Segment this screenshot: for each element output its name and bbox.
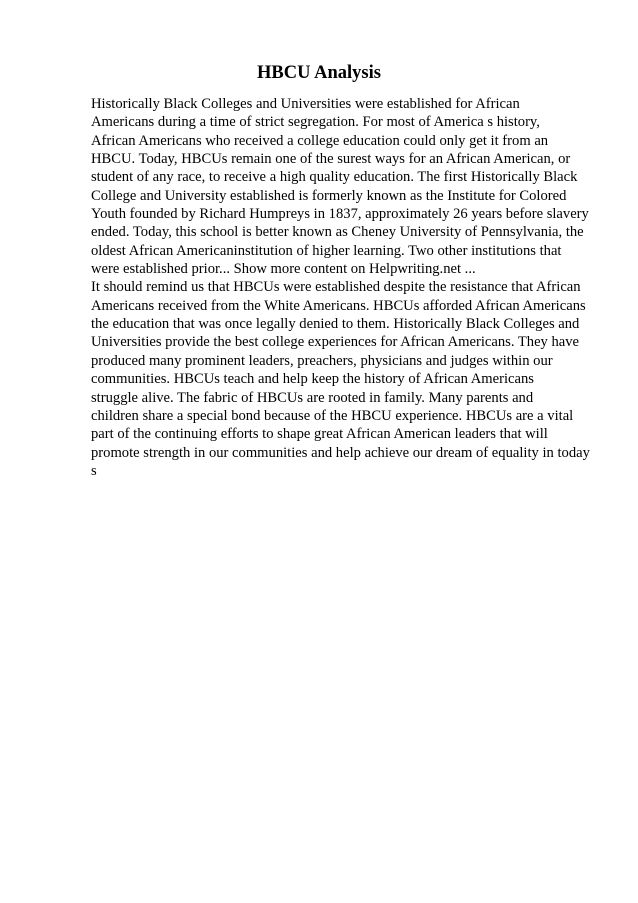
body-line: Americans received from the White Americans. HBCUs afforded African Americans: [91, 297, 586, 314]
body-line: the education that was once legally denied to them. Historically Black Colleges and: [91, 316, 580, 333]
body-line: produced many prominent leaders, preachers, physicians and judges within our: [91, 352, 553, 369]
body-line: Historically Black Colleges and Universities were established for African: [91, 96, 520, 112]
body-line: oldest African Americaninstitution of higher learning. Two other institutions that: [91, 242, 562, 259]
body-line: communities. HBCUs teach and help keep the history of African Americans: [91, 371, 534, 388]
body-line: s: [91, 462, 97, 479]
document-body: [91, 95, 611, 480]
body-line: children share a special bond because of the HBCU experience. HBCUs are a vital: [91, 407, 574, 424]
body-line: Americans during a time of strict segregation. For most of America s history,: [91, 114, 540, 131]
document-title: HBCU Analysis: [257, 63, 381, 83]
body-line: ended. Today, this school is better known as Cheney University of Pennsylvania, the: [91, 224, 584, 241]
body-line: part of the continuing efforts to shape great African American leaders that will: [91, 426, 548, 443]
body-line: Universities provide the best college experiences for African Americans. They have: [91, 334, 580, 351]
body-line: It should remind us that HBCUs were established despite the resistance that African: [91, 279, 581, 296]
body-line: HBCU. Today, HBCUs remain one of the surest ways for an African American, or: [91, 151, 571, 168]
body-line: College and University established is formerly known as the Institute for Colored: [91, 187, 567, 204]
body-line: Youth founded by Richard Humpreys in 1837, approximately 26 years before slavery: [91, 206, 589, 223]
body-line: struggle alive. The fabric of HBCUs are rooted in family. Many parents and: [91, 389, 534, 406]
body-line: were established prior... Show more content on Helpwriting.net ...: [91, 261, 476, 278]
body-line: promote strength in our communities and help achieve our dream of equality in today: [91, 444, 590, 461]
body-line: African Americans who received a college education could only get it from an: [91, 132, 549, 149]
body-line: student of any race, to receive a high quality education. The first Historically Black: [91, 169, 578, 186]
